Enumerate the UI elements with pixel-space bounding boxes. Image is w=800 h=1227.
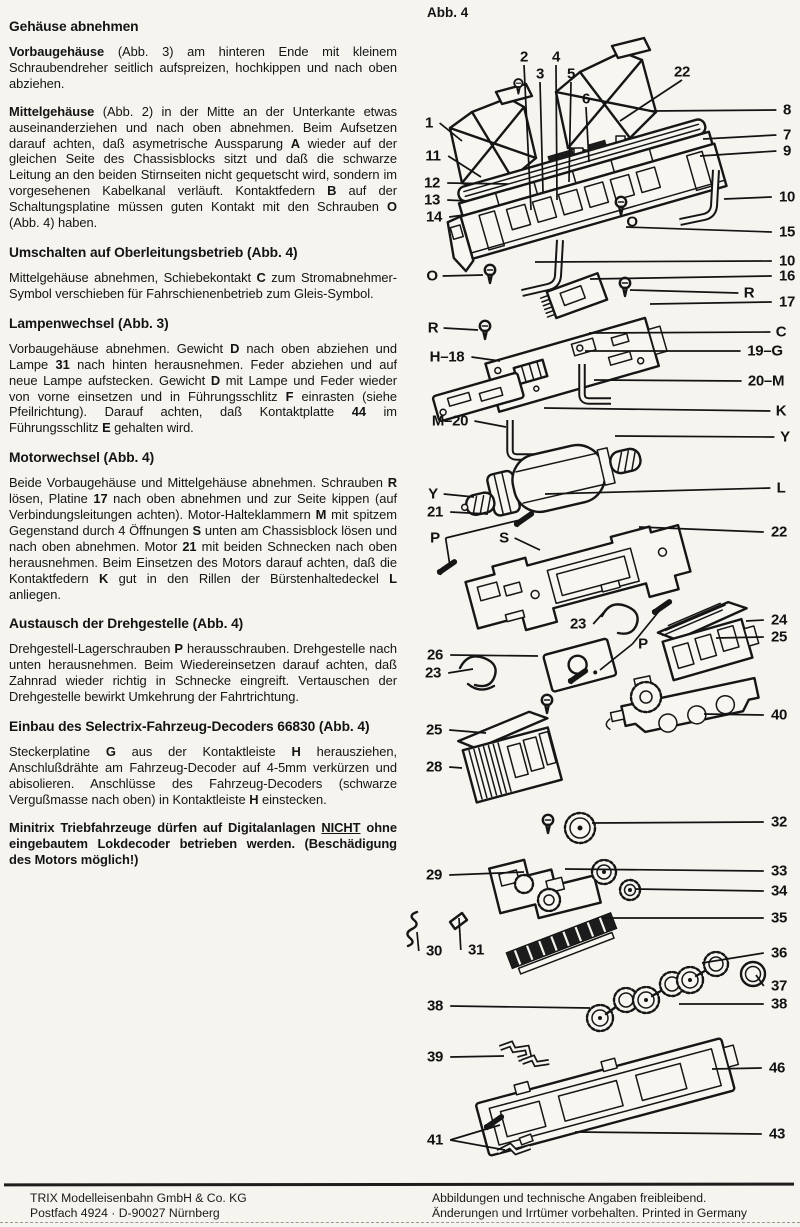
callout-label: 7 (782, 126, 792, 144)
footer-divider (4, 1183, 794, 1186)
callout-label: 23 (424, 664, 442, 682)
screw-o-left (485, 265, 495, 283)
section-heading: Motorwechsel (Abb. 4) (9, 450, 155, 466)
coupler-23-right (602, 604, 638, 633)
callout-label: Y (428, 485, 438, 503)
exploded-diagram-svg (400, 0, 800, 1180)
section-heading: Umschalten auf Oberleitungsbetrieb (Abb. 4) (9, 244, 298, 260)
callout-label: 29 (425, 866, 443, 884)
section-heading: Einbau des Selectrix-Fahrzeug-Decoders 66830 (Abb. 4) (9, 719, 370, 735)
decoder-board (539, 273, 607, 321)
callout-label: 8 (782, 101, 792, 119)
callout-label: 20–M (747, 372, 785, 390)
wheelset (677, 952, 728, 993)
callout-label: O (426, 267, 438, 285)
bracket-10-left (522, 240, 560, 293)
callout-label: 35 (770, 909, 788, 927)
section-paragraph: Mittelgehäuse abnehmen, Schiebekontakt C zum Stromabnehmer-Symbol verschieben für Fahrschienenbetrieb zum Gleis-Symbol. (9, 269, 397, 301)
footer-notice-line1: Abbildungen und technische Angaben freibleibend. (432, 1191, 707, 1205)
wheelset (587, 988, 638, 1031)
callout-label: 4 (551, 48, 561, 66)
callout-label: 21 (426, 503, 444, 521)
callout-label: 32 (770, 813, 788, 831)
section-heading: Lampenwechsel (Abb. 3) (9, 315, 169, 331)
callout-label: 38 (426, 997, 444, 1015)
callout-label: H–18 (429, 348, 465, 366)
callout-label: 25 (425, 721, 443, 739)
callout-label: 28 (425, 758, 443, 776)
instructions-column (9, 16, 397, 879)
motor (454, 431, 647, 529)
screw-26 (542, 695, 552, 713)
callout-label: R (743, 284, 755, 302)
callout-label: Y (780, 428, 790, 446)
coupler-23-left (460, 656, 496, 689)
callout-label: 11 (425, 147, 441, 165)
callout-label: 26 (426, 646, 444, 664)
gearbox-frame (489, 844, 601, 926)
figure-label: Abb. 4 (427, 5, 469, 20)
callout-label: 1 (424, 114, 434, 132)
callout-label: 30 (425, 942, 443, 960)
callout-label: K (775, 402, 787, 420)
section-paragraph: Drehgestell-Lagerschrauben P herausschrauben. Drehgestelle nach unten herausnehmen. Beim Wiedereinsetzen darauf achten, daß Zahnrad wieder richtig in Schnecke eingreift. Vertauschen der Drehgestelle bewirkt Umkehrung der Fahrtrichtung. (9, 641, 397, 705)
footer-notice-block (432, 1191, 747, 1221)
callout-label: 33 (770, 862, 788, 880)
gear-32 (565, 813, 595, 843)
callout-label: 31 (467, 941, 485, 959)
callout-label: 40 (770, 706, 788, 724)
callout-label: 37 (770, 977, 788, 995)
callout-label: C (775, 323, 787, 341)
scan-artifact-line (0, 1222, 800, 1223)
section-heading: Gehäuse abnehmen (9, 19, 139, 34)
brush-strip (506, 913, 620, 976)
screw-29 (543, 815, 553, 833)
footer-address-line: Postfach 4924 · D-90027 Nürnberg (30, 1206, 220, 1220)
callout-label: 22 (770, 523, 788, 541)
callout-label: 9 (782, 142, 792, 160)
section-heading: Austausch der Drehgestelle (Abb. 4) (9, 616, 244, 632)
callout-label: 17 (778, 293, 796, 311)
callout-label: M–20 (431, 412, 469, 430)
callout-label: 15 (778, 223, 796, 241)
callout-label: 34 (770, 882, 788, 900)
bearing-screw-p (515, 511, 533, 526)
callout-label: 6 (581, 90, 591, 108)
callout-label: 12 (423, 174, 441, 192)
weight-box-right (655, 596, 762, 681)
callout-label: 2 (519, 48, 529, 66)
footer-company-line: TRIX Modelleisenbahn GmbH & Co. KG (30, 1191, 247, 1205)
callout-label: 36 (770, 944, 788, 962)
callout-label: 10 (778, 252, 796, 270)
callout-label: 19–G (747, 342, 783, 360)
callout-label: 41 (426, 1131, 444, 1149)
callout-label: 43 (768, 1125, 786, 1143)
callout-label: P (638, 635, 648, 653)
callout-label: R (427, 319, 439, 337)
callout-label: P (430, 529, 440, 547)
callout-label: 5 (566, 65, 576, 83)
screw-r-left (480, 321, 490, 339)
callout-label: 23 (569, 615, 587, 633)
footer-notice-line2: Änderungen und Irrtümer vorbehalten. Printed in Germany (432, 1206, 748, 1220)
section-paragraph: Vorbaugehäuse abnehmen. Gewicht D nach oben abziehen und Lampe 31 nach hinten herausnehmen. Feder abziehen und auf neue Lampe aufstecken. Gewicht D mit Lampe und Feder wieder von vorne einsetzen und in Führungsschlitz F einrasten (siehe Pfeilrichtung). Darauf achten, daß Kontaktplatte 44 im Führungsschlitz E gehalten wird. (9, 340, 398, 436)
callout-label: O (626, 213, 638, 231)
clip-39 (500, 1044, 549, 1064)
callout-label: 46 (768, 1059, 786, 1077)
weight-box-left (456, 708, 564, 803)
gear-34 (620, 880, 640, 900)
callout-label: 39 (426, 1048, 444, 1066)
callout-label: 38 (770, 995, 788, 1013)
callout-label: 25 (770, 628, 788, 646)
callout-label: L (776, 479, 786, 497)
callout-label: 3 (535, 65, 545, 83)
callout-label: 24 (770, 611, 788, 629)
callout-label: 13 (423, 191, 441, 209)
spring-30 (407, 912, 417, 946)
screw-r-right (620, 278, 630, 296)
footer-company-block (30, 1191, 247, 1221)
exploded-diagram (400, 0, 800, 1180)
bearing-screw-p (438, 559, 456, 574)
callout-label: 14 (425, 208, 443, 226)
section-paragraph: Beide Vorbaugehäuse und Mittelgehäuse abnehmen. Schrauben R lösen, Platine 17 nach oben abnehmen und zur Seite kippen (auf Verbindungsleitungen achten). Motor-Halteklammern M mit spitzem Gegenstand durch 4 Öffnungen S unten am Chassisblock lösen und nach oben abnehmen. Motor 21 mit beiden Schnecken nach oben herausnehmen. Beim Einsetzen des Motors darauf achten, daß die Kontaktfedern K gut in den Rillen der Bürstenhaltedeckel L anliegen. (9, 475, 397, 602)
section-paragraph: Steckerplatine G aus der Kontaktleiste H herausziehen, Anschlußdrähte am Fahrzeug-Decoder auf 4-5mm verkürzen und abisolieren. Anschlüsse des Fahrzeug-Decoders (schwarze Vergußmasse nach oben) in Kontaktleiste H einstecken. (9, 744, 397, 807)
motor-clamp-left (510, 420, 537, 457)
callout-label: S (499, 529, 509, 547)
gear-33 (592, 860, 616, 884)
section-paragraph: Mittelgehäuse (Abb. 2) in der Mitte an der Unterkante etwas auseinanderziehen und nach oben abnehmen. Beim Aufsetzen darauf achten, daß asymetrische Aussparung A wieder auf der gleichen Seite des Chassisblocks sitzt und daß die schwarze Leitung an den beiden Stirnseiten nicht gequetscht wird, sondern im vorgesehenen Kabelkanal verläuft. Kontaktfedern B auf der Schaltungsplatine müssen guten Kontakt mit den Schrauben O (Abb. 4) haben. (9, 103, 397, 231)
callout-label: 16 (778, 267, 796, 285)
callout-label: 10 (778, 188, 796, 206)
section-paragraph: Vorbaugehäuse (Abb. 3) am hinteren Ende mit kleinem Schraubendreher seitlich aufspreizen, hochkippen und nach oben abziehen. (9, 44, 397, 91)
bearing-screw-p (653, 599, 671, 614)
section-paragraph: Minitrix Triebfahrzeuge dürfen auf Digitalanlagen NICHT ohne eingebautem Lokdecoder betrieben werden. (Beschädigung des Motors möglich!) (9, 819, 398, 867)
callout-label: 22 (673, 63, 691, 81)
